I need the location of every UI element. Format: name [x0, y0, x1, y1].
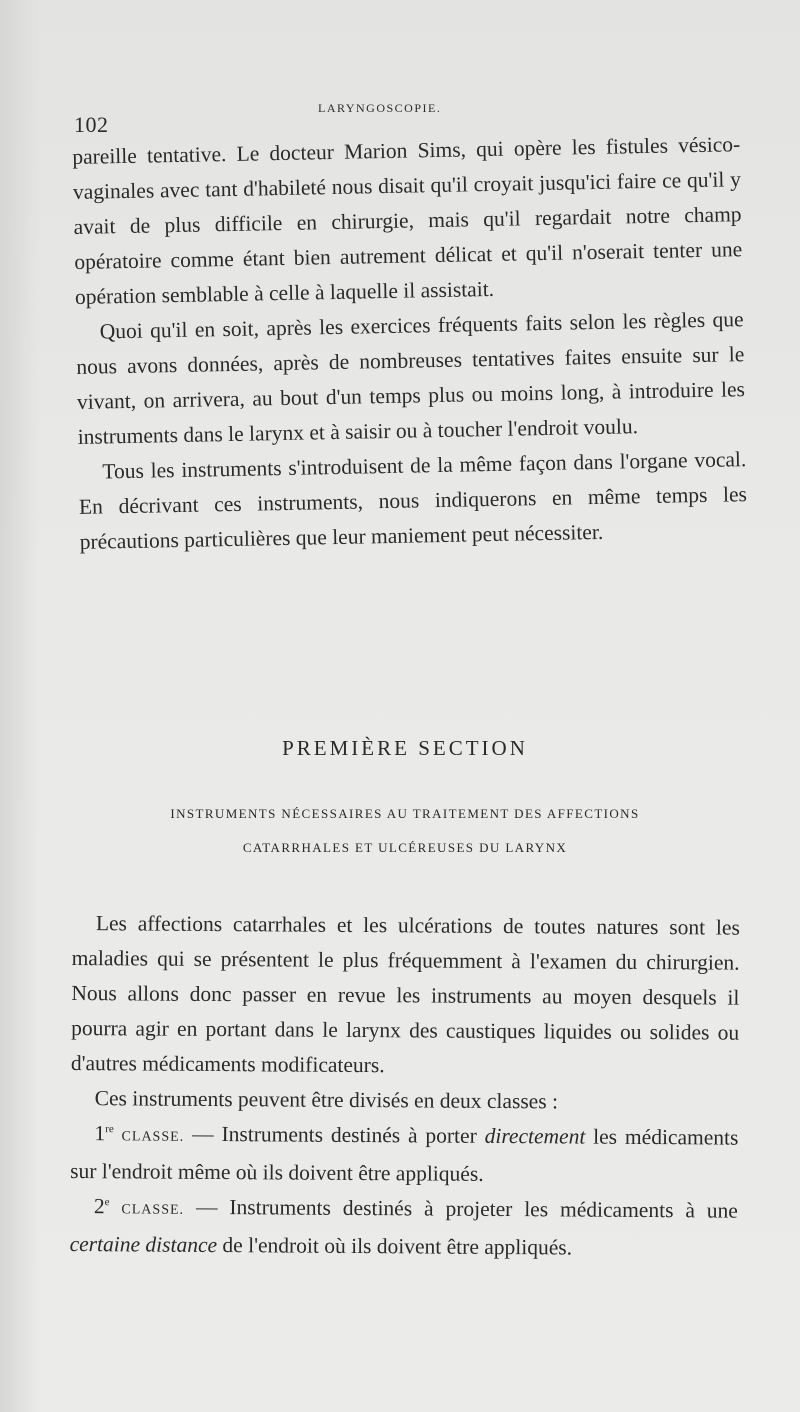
classe-1-text-b: les médicaments sur l'endroit même où ils doivent être appliqués.: [70, 1124, 739, 1186]
paragraph-classe-2: [70, 1189, 738, 1267]
classe-1-ordinal: re: [105, 1123, 114, 1136]
classe-2-text-b: de l'endroit où ils doivent être appliqués.: [217, 1233, 573, 1260]
paragraph-2: Quoi qu'il en soit, après les exercices fréquents faits selon les règles que nous avons données, après de nombreuses tentatives faites ensuite sur le vivant, on arrivera, au bout d'un temps plus ou moins long, à introduire les instruments dans le larynx et à saisir ou à toucher l'endroit voulu.: [76, 307, 746, 449]
page-gutter-shadow: [0, 0, 40, 1412]
classe-2-number: 2: [93, 1194, 105, 1219]
classe-2-text-a: — Instruments destinés à projeter les médicaments à une: [195, 1194, 738, 1223]
section-title: PREMIÈRE SECTION: [282, 736, 528, 760]
paragraph-3: Tous les instruments s'introduisent de la même façon dans l'organe vocal. En décrivant ces instruments, nous indiquerons en même temps les précautions particulières que leur maniement peut nécessiter.: [78, 447, 748, 554]
classe-1-number: 1: [94, 1121, 106, 1146]
classe-2-ordinal: e: [104, 1196, 110, 1209]
classe-1-italic: directement: [484, 1123, 586, 1149]
running-head: LARYNGOSCOPIE.: [318, 101, 442, 115]
classe-2-label: CLASSE.: [121, 1202, 185, 1218]
top-text-block: [72, 127, 748, 560]
classe-1-text-a: — Instruments destinés à porter: [192, 1121, 485, 1148]
classe-2-italic: certaine distance: [69, 1231, 218, 1258]
paragraph-classe-1: [70, 1116, 738, 1194]
section-subtitle-line-2: CATARRHALES ET ULCÉREUSES DU LARYNX: [242, 840, 568, 855]
section-subtitle-line-1: INSTRUMENTS NÉCESSAIRES AU TRAITEMENT DES AFFECTIONS: [170, 806, 640, 821]
bottom-text-block: [70, 906, 740, 1267]
classe-1-label: CLASSE.: [121, 1129, 185, 1145]
paragraph-classes-intro: Ces instruments peuvent être divisés en deux classes :: [94, 1086, 559, 1114]
paragraph-affections: Les affections catarrhales et les ulcérations de toutes natures sont les maladies qui se présentent le plus fréquemment à l'examen du chirurgien. Nous allons donc passer en revue les instruments au moyen desquels il pourra agir en portant dans le larynx des caustiques liquides ou solides ou d'autres médicaments modificateurs.: [70, 911, 740, 1078]
page-number: 102: [74, 112, 109, 137]
paragraph-1: pareille tentative. Le docteur Marion Sims, qui opère les fistules vésico-vaginales avec tant d'habileté nous disait qu'il croyait jusqu'ici faire ce qu'il y avait de plus difficile en chirurgie, mais qu'il regardait notre champ opératoire comme étant bien autrement délicat et qu'il n'oserait tenter une opération semblable à celle à laquelle il assistait.: [72, 132, 743, 309]
